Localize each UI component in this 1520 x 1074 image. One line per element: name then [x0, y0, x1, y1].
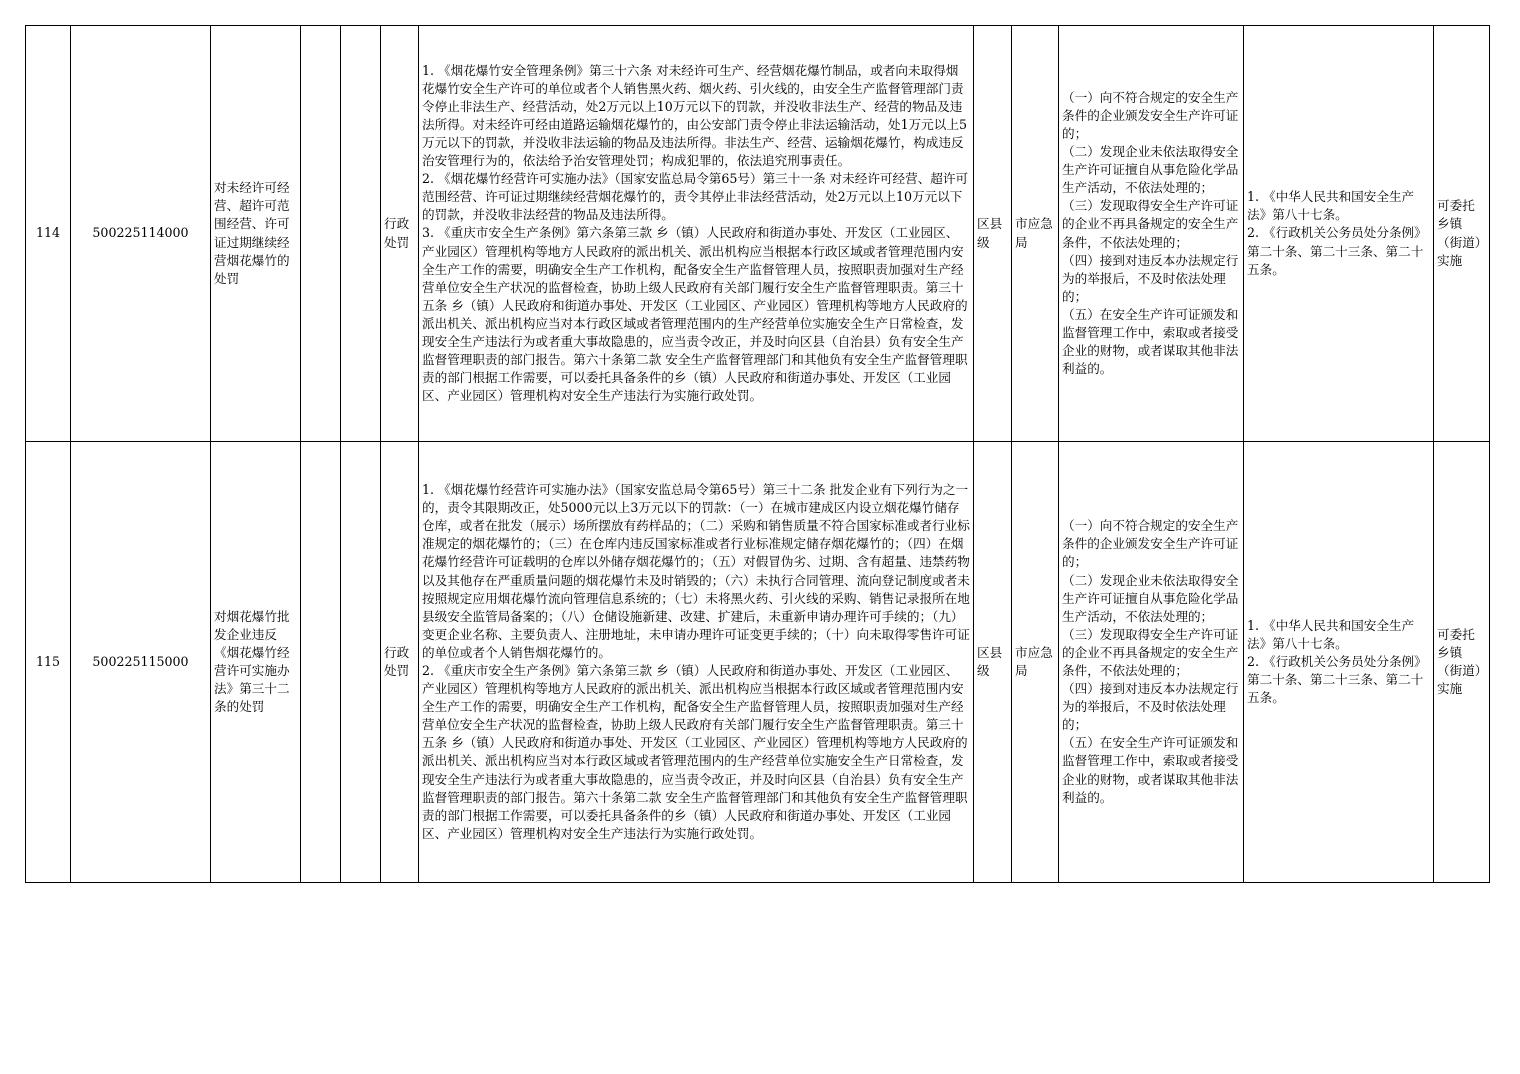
case-item: （一）向不符合规定的安全生产条件的企业颁发安全生产许可证的； — [1062, 518, 1239, 570]
case-item: （三）发现取得安全生产许可证的企业不再具备规定的安全生产条件，不依法处理的； — [1062, 198, 1239, 250]
item-code: 500225115000 — [71, 442, 211, 883]
empty-cell — [341, 442, 381, 883]
exercise-level: 区县级 — [974, 442, 1012, 883]
accountability-basis — [1244, 26, 1434, 442]
table-row — [26, 442, 1490, 883]
responsible-dept: 市应急局 — [1012, 442, 1059, 883]
legal-basis — [419, 442, 974, 883]
item-type: 行政处罚 — [381, 442, 419, 883]
legal-basis-paragraph: 2. 《烟花爆竹经营许可实施办法》（国家安监总局令第65号）第三十一条 对未经许可经营、超许可范围经营、许可证过期继续经营烟花爆竹的，责令其停止非法经营活动，处2万元以上10万元以下的罚款，并没收非法经营的物品及违法所得。 — [422, 171, 969, 223]
case-item: （一）向不符合规定的安全生产条件的企业颁发安全生产许可证的； — [1062, 89, 1239, 141]
case-item: （三）发现取得安全生产许可证的企业不再具备规定的安全生产条件，不依法处理的； — [1062, 626, 1239, 678]
accountability-cases — [1059, 26, 1244, 442]
case-item: （四）接到对违反本办法规定行为的举报后，不及时依法处理的； — [1062, 681, 1239, 733]
accountability-item: 1. 《中华人民共和国安全生产法》第八十七条。 — [1247, 617, 1415, 651]
empty-cell — [341, 26, 381, 442]
empty-cell — [301, 26, 341, 442]
case-item: （四）接到对违反本办法规定行为的举报后，不及时依法处理的； — [1062, 252, 1239, 304]
table-row — [26, 26, 1490, 442]
case-item: （二）发现企业未依法取得安全生产许可证擅自从事危险化学品生产活动，不依法处理的； — [1062, 572, 1239, 624]
case-item: （五）在安全生产许可证颁发和监督管理工作中，索取或者接受企业的财物，或者谋取其他非法利益的。 — [1062, 735, 1239, 805]
exercise-level: 区县级 — [974, 26, 1012, 442]
accountability-basis — [1244, 442, 1434, 883]
item-type: 行政处罚 — [381, 26, 419, 442]
responsible-dept: 市应急局 — [1012, 26, 1059, 442]
case-item: （五）在安全生产许可证颁发和监督管理工作中，索取或者接受企业的财物，或者谋取其他非法利益的。 — [1062, 306, 1239, 377]
item-code: 500225114000 — [71, 26, 211, 442]
accountability-item: 1. 《中华人民共和国安全生产法》第八十七条。 — [1247, 189, 1415, 223]
accountability-cases — [1059, 442, 1244, 883]
legal-basis-paragraph: 1. 《烟花爆竹安全管理条例》第三十六条 对未经许可生产、经营烟花爆竹制品，或者向未取得烟花爆竹安全生产许可的单位或者个人销售黑火药、烟火药、引火线的，由安全生产监督管理部门责令停止非法生产、经营活动，处2万元以上10万元以下的罚款，并没收非法生产、经营的物品及违法所得。对未经许可经由道路运输烟花爆竹的，由公安部门责令停止非法运输活动，处1万元以上5万元以下的罚款，并没收非法运输的物品及违法所得。非法生产、经营、运输烟花爆竹，构成违反治安管理行为的，依法给予治安管理处罚；构成犯罪的，依法追究刑事责任。 — [422, 62, 967, 169]
power-list-table — [25, 25, 1490, 883]
legal-basis — [419, 26, 974, 442]
empty-cell — [301, 442, 341, 883]
legal-basis-paragraph: 2. 《重庆市安全生产条例》第六条第三款 乡（镇）人民政府和街道办事处、开发区（工业园区、产业园区）管理机构等地方人民政府的派出机关、派出机构应当根据本行政区域或者管理范围内安全生产工作的需要，明确安全生产工作机构，配备安全生产监督管理人员，按照职责加强对生产经营单位安全生产状况的监督检查，协助上级人民政府有关部门履行安全生产监督管理职责。第三十五条 乡（镇）人民政府和街道办事处、开发区（工业园区、产业园区）管理机构等地方人民政府的派出机关、派出机构应当对本行政区域或者管理范围内的生产经营单位实施安全生产日常检查，发现安全生产违法行为或者重大事故隐患的，应当责令改正，并及时向区县（自治县）负有安全生产监督管理职责的部门报告。第六十条第二款 安全生产监督管理部门和其他负有安全生产监督管理职责的部门根据工作需要，可以委托具备条件的乡（镇）人民政府和街道办事处、开发区（工业园区、产业园区）管理机构对安全生产违法行为实施行政处罚。 — [422, 663, 968, 841]
remark: 可委托乡镇（街道）实施 — [1434, 26, 1490, 442]
row-index: 114 — [26, 26, 71, 442]
remark: 可委托乡镇（街道）实施 — [1434, 442, 1490, 883]
accountability-item: 2. 《行政机关公务员处分条例》第二十条、第二十三条、第二十五条。 — [1247, 653, 1427, 706]
accountability-item: 2. 《行政机关公务员处分条例》第二十条、第二十三条、第二十五条。 — [1247, 225, 1427, 277]
item-name: 对未经许可经营、超许可范围经营、许可证过期继续经营烟花爆竹的处罚 — [211, 26, 301, 442]
case-item: （二）发现企业未依法取得安全生产许可证擅自从事危险化学品生产活动，不依法处理的； — [1062, 144, 1239, 196]
row-index: 115 — [26, 442, 71, 883]
legal-basis-paragraph: 1. 《烟花爆竹经营许可实施办法》（国家安监总局令第65号）第三十二条 批发企业有下列行为之一的，责令其限期改正，处5000元以上3万元以下的罚款：（一）在城市建成区内设立烟花爆竹储存仓库，或者在批发（展示）场所摆放有药样品的；（二）采购和销售质量不符合国家标准或者行业标准规定的烟花爆竹的；（三）在仓库内违反国家标准或者行业标准规定储存烟花爆竹的；（四）在烟花爆竹经营许可证载明的仓库以外储存烟花爆竹的；（五）对假冒伪劣、过期、含有超量、违禁药物以及其他存在严重质量问题的烟花爆竹未及时销毁的；（六）未执行合同管理、流向登记制度或者未按照规定应用烟花爆竹流向管理信息系统的；（七）未将黑火药、引火线的采购、销售记录报所在地县级安全监管局备案的；（八）仓储设施新建、改建、扩建后，未重新申请办理许可手续的；（九）变更企业名称、主要负责人、注册地址，未申请办理许可证变更手续的；（十）向未取得零售许可证的单位或者个人销售烟花爆竹的。 — [422, 482, 970, 660]
legal-basis-paragraph: 3. 《重庆市安全生产条例》第六条第三款 乡（镇）人民政府和街道办事处、开发区（工业园区、产业园区）管理机构等地方人民政府的派出机关、派出机构应当根据本行政区域或者管理范围内安全生产工作的需要，明确安全生产工作机构，配备安全生产监督管理人员，按照职责加强对生产经营单位安全生产状况的监督检查，协助上级人民政府有关部门履行安全生产监督管理职责。第三十五条 乡（镇）人民政府和街道办事处、开发区（工业园区、产业园区）管理机构等地方人民政府的派出机关、派出机构应当对本行政区域或者管理范围内的生产经营单位实施安全生产日常检查，发现安全生产违法行为或者重大事故隐患的，应当责令改正，并及时向区县（自治县）负有安全生产监督管理职责的部门报告。第六十条第二款 安全生产监督管理部门和其他负有安全生产监督管理职责的部门根据工作需要，可以委托具备条件的乡（镇）人民政府和街道办事处、开发区（工业园区、产业园区）管理机构对安全生产违法行为实施行政处罚。 — [422, 225, 968, 404]
item-name: 对烟花爆竹批发企业违反《烟花爆竹经营许可实施办法》第三十二条的处罚 — [211, 442, 301, 883]
